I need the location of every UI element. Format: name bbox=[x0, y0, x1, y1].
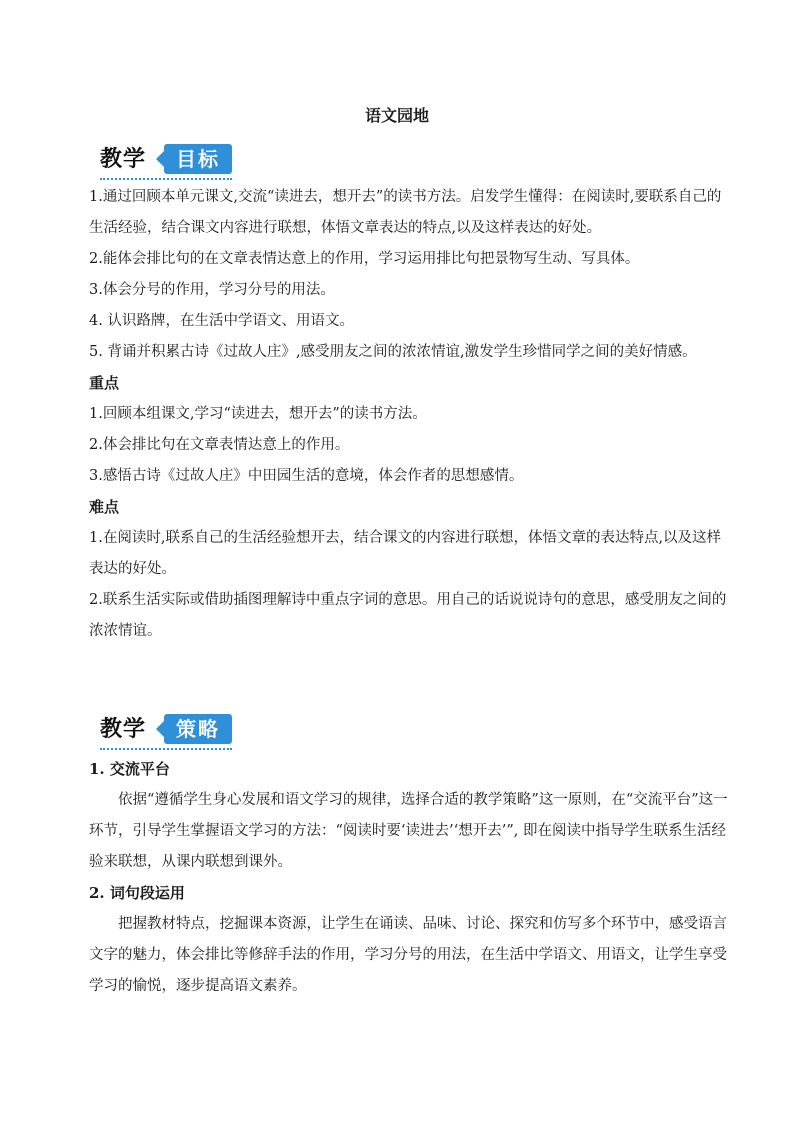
key-point-item: 1.回顾本组课文,学习“读进去，想开去”的读书方法。 bbox=[89, 406, 427, 422]
heading-underline bbox=[100, 748, 232, 750]
strategy-heading: 2. 词句段运用 bbox=[89, 884, 185, 902]
section-heading-left: 教学 bbox=[100, 716, 147, 742]
strategy-body: 把握教材特点，挖掘课本资源，让学生在诵读、品味、讨论、探究和仿写多个环节中，感受语言文字的魅力，体会排比等修辞手法的作用，学习分号的用法，在生活中学语文、用语文，让学生享受学习的愉悦，逐步提高语文素养。 bbox=[89, 916, 727, 994]
goal-item: 1.通过回顾本单元课文,交流“读进去，想开去”的读书方法。启发学生懂得：在阅读时,要联系自己的生活经验，结合课文内容进行联想，体悟文章表达的特点,以及这样表达的好处。 bbox=[89, 189, 722, 236]
section-heading-right: 目标 bbox=[164, 144, 232, 174]
section-heading-goals bbox=[100, 142, 234, 178]
goal-item: 2.能体会排比句的在文章表情达意上的作用，学习运用排比句把景物写生动、写具体。 bbox=[89, 251, 640, 267]
strategies-list bbox=[89, 754, 729, 1002]
goals-list bbox=[89, 182, 729, 647]
goal-item: 4. 认识路牌，在生活中学语文、用语文。 bbox=[89, 313, 354, 329]
difficulties-heading: 难点 bbox=[89, 498, 120, 516]
goal-item: 5. 背诵并积累古诗《过故人庄》,感受朋友之间的浓浓情谊,激发学生珍惜同学之间的美好情感。 bbox=[89, 344, 697, 360]
section-heading-strategies bbox=[100, 712, 234, 748]
key-point-item: 2.体会排比句在文章表情达意上的作用。 bbox=[89, 437, 350, 453]
key-point-item: 3.感悟古诗《过故人庄》中田园生活的意境，体会作者的思想感情。 bbox=[89, 468, 524, 484]
section-heading-right: 策略 bbox=[164, 714, 232, 744]
heading-underline bbox=[100, 178, 232, 180]
strategy-body: 依据“遵循学生身心发展和语文学习的规律，选择合适的教学策略”这一原则，在“交流平台”这一环节，引导学生掌握语文学习的方法：“阅读时要‘读进去’‘想开去’”, 即在阅读中指导学生联系生活经验来联想，从课内联想到课外。 bbox=[89, 792, 728, 870]
section-heading-left: 教学 bbox=[100, 146, 147, 172]
goal-item: 3.体会分号的作用，学习分号的用法。 bbox=[89, 282, 335, 298]
key-points-heading: 重点 bbox=[89, 374, 120, 392]
strategy-heading: 1. 交流平台 bbox=[89, 760, 170, 778]
page-title: 语文园地 bbox=[364, 106, 429, 125]
difficulty-item: 2.联系生活实际或借助插图理解诗中重点字词的意思。用自己的话说说诗句的意思，感受朋友之间的浓浓情谊。 bbox=[89, 592, 727, 639]
difficulty-item: 1.在阅读时,联系自己的生活经验想开去，结合课文的内容进行联想，体悟文章的表达特点,以及这样表达的好处。 bbox=[89, 530, 722, 577]
